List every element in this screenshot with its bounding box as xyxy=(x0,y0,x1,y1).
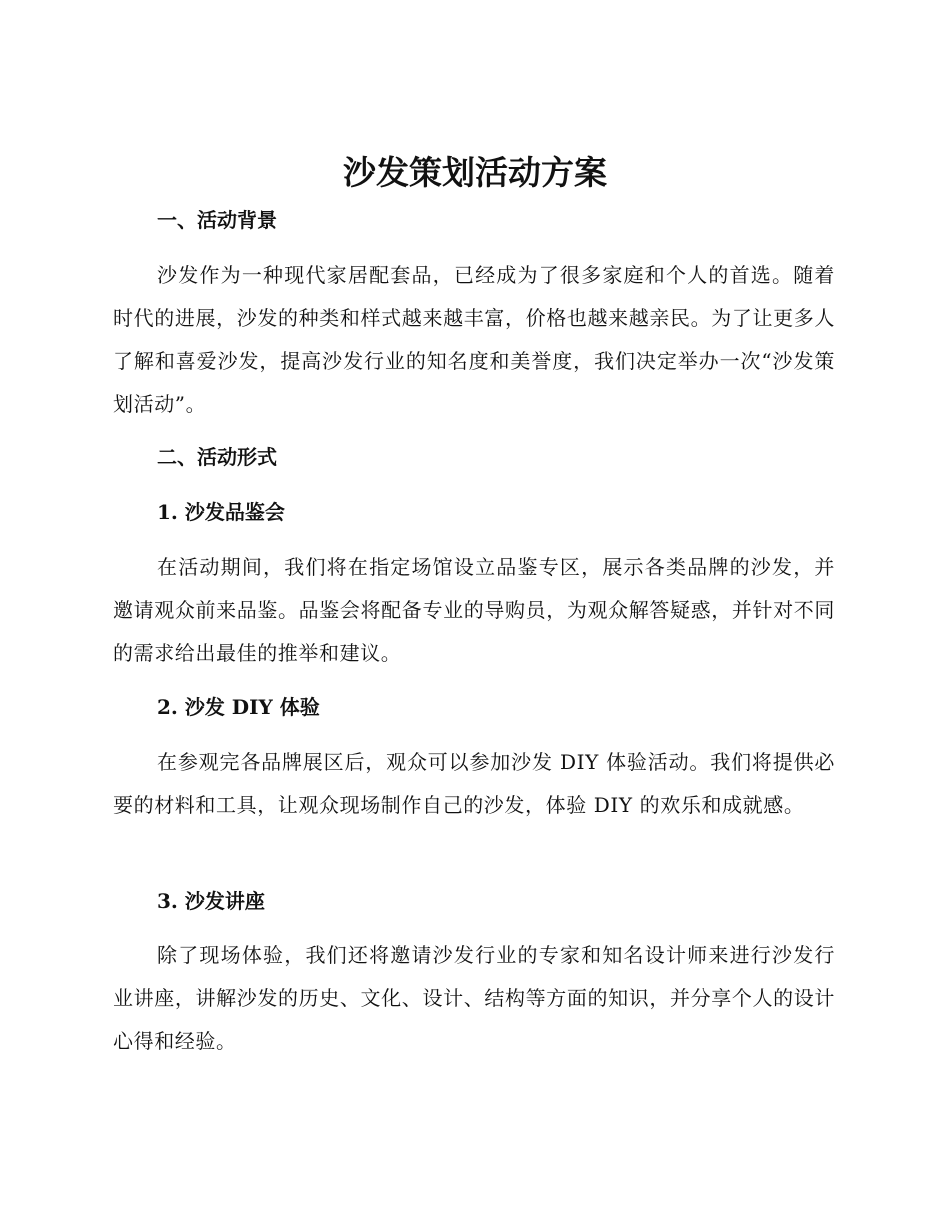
subheading-lecture: 3. 沙发讲座 xyxy=(157,889,265,913)
paragraph-lecture: 除了现场体验，我们还将邀请沙发行业的专家和知名设计师来进行沙发行业讲座，讲解沙发的历史、文化、设计、结构等方面的知识，并分享个人的设计心得和经验。 xyxy=(113,943,835,1053)
subheading-tasting: 1. 沙发品鉴会 xyxy=(157,500,285,524)
subheading-diy: 2. 沙发 DIY 体验 xyxy=(157,695,320,719)
paragraph-background: 沙发作为一种现代家居配套品，已经成为了很多家庭和个人的首选。随着时代的进展，沙发的种类和样式越来越丰富，价格也越来越亲民。为了让更多人了解和喜爱沙发，提高沙发行业的知名度和美誉度，我们决定举办一次“沙发策划活动”。 xyxy=(113,263,835,416)
paragraph-tasting: 在活动期间，我们将在指定场馆设立品鉴专区，展示各类品牌的沙发，并邀请观众前来品鉴。品鉴会将配备专业的导购员，为观众解答疑惑，并针对不同的需求给出最佳的推举和建议。 xyxy=(113,555,835,665)
section-heading-format: 二、活动形式 xyxy=(157,445,277,469)
document-title: 沙发策划活动方案 xyxy=(343,153,607,192)
paragraph-diy: 在参观完各品牌展区后，观众可以参加沙发 DIY 体验活动。我们将提供必要的材料和工具，让观众现场制作自己的沙发，体验 DIY 的欢乐和成就感。 xyxy=(113,750,835,817)
section-heading-background: 一、活动背景 xyxy=(157,208,277,232)
